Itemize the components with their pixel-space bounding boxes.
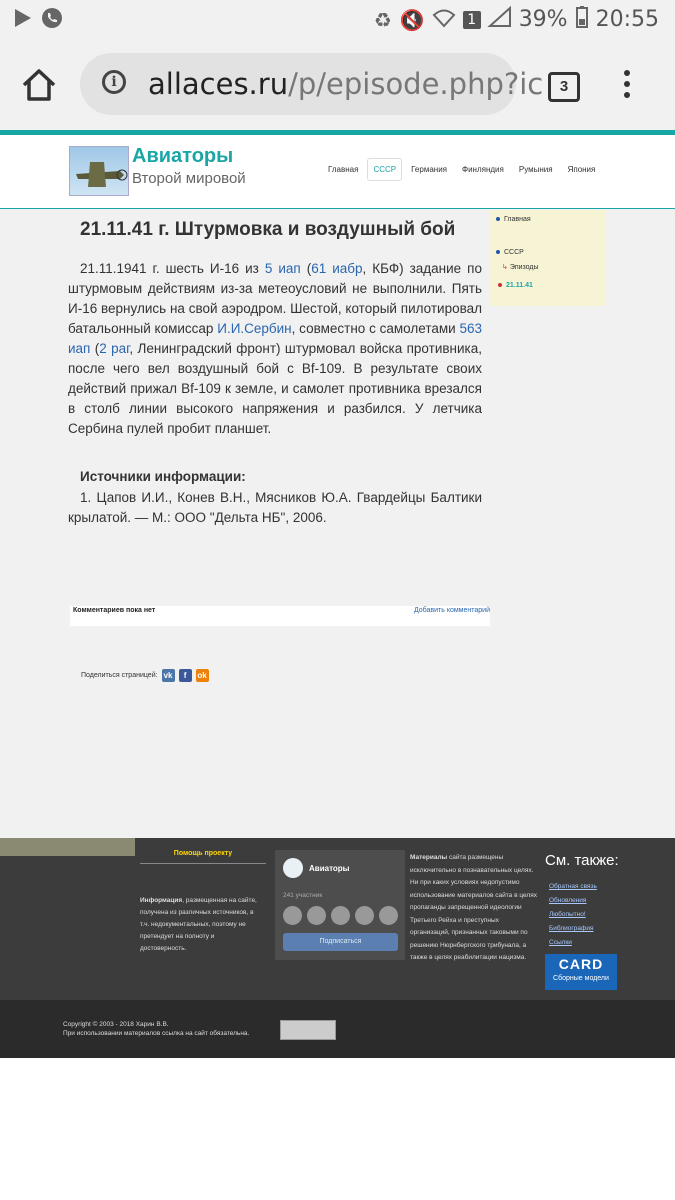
bullet-icon <box>496 217 500 221</box>
source-item: 1. Цапов И.И., Конев В.Н., Мясников Ю.А. Гвардейцы Балтики крылатой. — М.: ООО "Дельта НБ", 2006. <box>68 490 482 525</box>
vk-group-widget <box>275 850 405 960</box>
link-2-rag[interactable]: 2 раг <box>99 341 130 356</box>
info-icon[interactable]: i <box>102 70 126 94</box>
nav-item-romania[interactable]: Румыния <box>518 165 553 174</box>
nav-item-ussr[interactable]: СССР <box>367 158 402 181</box>
share-label: Поделиться страницей: <box>81 672 158 679</box>
vk-member-avatars <box>283 906 398 925</box>
sources-title: Источники информации: <box>80 469 246 484</box>
signal-icon <box>489 7 511 32</box>
nav-item-germany[interactable]: Германия <box>411 165 447 174</box>
mute-icon: 🔇 <box>399 7 425 32</box>
link-563-iap[interactable]: 563 иап <box>68 321 482 356</box>
site-title[interactable]: Авиаторы <box>132 145 234 167</box>
nav-item-finland[interactable]: Финляндия <box>462 165 504 174</box>
vk-subscribe-button[interactable]: Подписаться <box>283 933 398 951</box>
battery-icon <box>576 6 588 33</box>
avatar[interactable] <box>307 906 326 925</box>
site-footer <box>0 838 675 1000</box>
card-models-banner[interactable]: CARD Сборные модели <box>545 954 617 990</box>
site-subtitle: Второй мировой <box>132 170 246 187</box>
clock: 20:55 <box>595 7 659 32</box>
info-disclaimer: Информация, размещенная на сайте, получена из различных источников, в т.ч. недокументальных, поэтому не претендует на полноту и достоверность. <box>140 897 257 952</box>
phone-icon <box>42 8 62 34</box>
recycle-icon: ♻ <box>373 7 392 32</box>
sidebar-item-current[interactable]: 21.11.41 <box>498 282 533 289</box>
copyright-text: Copyright © 2003 - 2018 Харин В.В. При использовании материалов ссылка на сайт обязательна. <box>63 1021 250 1037</box>
article-title: 21.11.41 г. Штурмовка и воздушный бой <box>80 219 456 240</box>
page-bottom-blank <box>0 1058 675 1200</box>
no-comments-label: Комментариев пока нет <box>73 607 156 614</box>
article <box>68 220 482 528</box>
nav-item-japan[interactable]: Япония <box>567 165 596 174</box>
wifi-icon <box>433 8 455 32</box>
vk-share-button[interactable]: vk <box>162 669 175 682</box>
arrow-icon: ↳ <box>502 264 510 271</box>
avatar[interactable] <box>379 906 398 925</box>
menu-button[interactable] <box>622 70 632 100</box>
site-header <box>0 135 675 209</box>
sidebar-item-episodes[interactable]: ↳ Эпизоды <box>502 264 539 271</box>
link-serbin[interactable]: И.И.Сербин <box>217 321 292 336</box>
dot-icon <box>624 70 630 76</box>
battery-percent: 39% <box>518 7 568 32</box>
see-also-title: См. также: <box>545 852 619 869</box>
logo-plane-image[interactable] <box>69 146 129 196</box>
share-block <box>81 669 209 682</box>
odnoklassniki-share-button[interactable]: ok <box>197 671 207 680</box>
add-comment-link[interactable]: Добавить комментарий <box>413 607 490 614</box>
comments-bar <box>70 606 490 626</box>
link-curious[interactable]: Любопытно! <box>549 911 586 918</box>
group-logo-icon[interactable] <box>283 858 303 878</box>
bullet-icon <box>498 283 502 287</box>
avatar[interactable] <box>283 906 302 925</box>
browser-toolbar <box>0 38 675 130</box>
tabs-button[interactable]: 3 <box>548 72 580 102</box>
home-button[interactable] <box>20 66 58 104</box>
main-nav <box>322 158 601 181</box>
nav-item-home[interactable]: Главная <box>328 165 359 174</box>
avatar[interactable] <box>355 906 374 925</box>
article-body: 21.11.1941 г. шесть И-16 из 5 иап (61 иабр, КБФ) задание по штурмовым действиям из-за метеоусловий не выполнили. Пять И-16 вернулись на свой аэродром. Шестой, который пилотировал батальонный комиссар И.И.Сербин, совместно с самолетами 563 иап (2 раг, Ленинградский фронт) штурмовал войска противника, после чего вел воздушный бой с Bf-109. В результате своих действий прижал Bf-109 к земле, и самолет противника врезался в столб линии высокого напряжения и разбился. У летчика Сербина пулей пробит планшет. <box>68 261 482 436</box>
dot-icon <box>624 81 630 87</box>
url-text: allaces.ru/p/episode.php?ic <box>148 67 544 101</box>
link-links[interactable]: Ссылки <box>549 939 572 946</box>
see-also-links <box>549 880 597 950</box>
copyright-bar <box>0 1000 675 1058</box>
help-project-link[interactable]: Помощь проекту <box>140 850 266 864</box>
link-feedback[interactable]: Обратная связь <box>549 883 597 890</box>
sidebar-item-home[interactable]: Главная <box>496 216 531 223</box>
link-61-iabr[interactable]: 61 иабр <box>311 261 363 276</box>
web-page <box>0 130 675 1200</box>
address-bar[interactable] <box>80 53 544 115</box>
sidebar-item-ussr[interactable]: СССР <box>496 249 524 256</box>
link-updates[interactable]: Обновления <box>549 897 587 904</box>
vk-group-name[interactable]: Авиаторы <box>309 864 350 873</box>
link-5-iap[interactable]: 5 иап <box>264 261 301 276</box>
sidebar-nav <box>490 210 606 306</box>
materials-disclaimer: Материалы сайта размещены исключительно в познавательных целях. Ни при каких условиях недопустимо использование материалов сайта в целях пропаганды запрещенной идеологии Третьего Рейха и преступных организаций, признанных таковыми по решению Нюрнбергского трибунала, а также в целях реабилитации нацизма. <box>410 854 537 961</box>
status-bar <box>0 0 675 38</box>
play-store-icon <box>14 8 32 34</box>
home-icon <box>20 66 58 104</box>
visit-counter-badge[interactable] <box>280 1020 336 1040</box>
footer-strip <box>0 838 135 856</box>
vk-member-count: 241 участник <box>283 892 323 899</box>
facebook-share-button[interactable]: f <box>179 669 192 682</box>
link-bibliography[interactable]: Библиография <box>549 925 594 932</box>
sim-badge: 1 <box>463 11 481 29</box>
avatar[interactable] <box>331 906 350 925</box>
dot-icon <box>624 92 630 98</box>
bullet-icon <box>496 250 500 254</box>
